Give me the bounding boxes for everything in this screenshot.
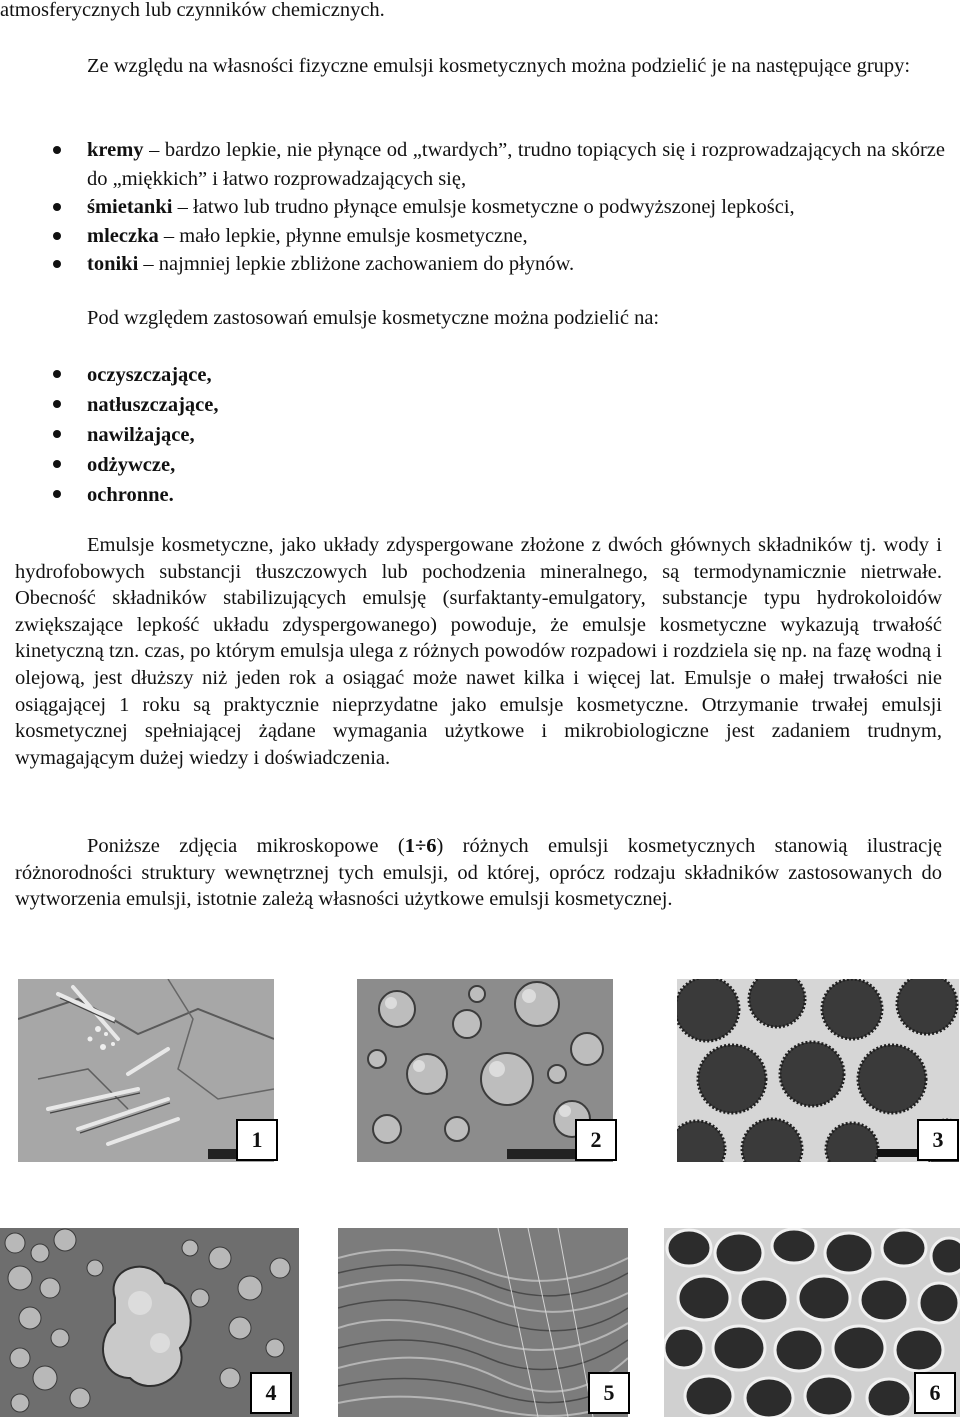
paragraph-photos: Poniższe zdjęcia mikroskopowe (1÷6) różnych emulsji kosmetycznych stanowią ilustrację różnorodności struktury wewnętrznej tych emulsji, od której, oprócz rodzaju składników zastosowanych do wytworzenia emulsji, istotnie zależą własności użytkowe emulsji kosmetycznej. bbox=[15, 835, 942, 911]
list-item: kremy – bardzo lepkie, nie płynące od „twardych”, trudno topiących się i rozprowadzających na skórze do „miękkich” i łatwo rozprowadzających się, bbox=[50, 136, 945, 193]
figure-label-4: 4 bbox=[250, 1372, 292, 1414]
list-item: toniki – najmniej lepkie zbliżone zachowaniem do płynów. bbox=[50, 250, 945, 279]
figure-label-1: 1 bbox=[236, 1119, 278, 1161]
figure-label-3: 3 bbox=[917, 1119, 959, 1161]
figure-label-5: 5 bbox=[588, 1372, 630, 1414]
micrograph-fibrous-icon bbox=[338, 1228, 628, 1417]
figure-label-2: 2 bbox=[575, 1119, 617, 1161]
paragraph-groups-intro: Ze względu na własności fizyczne emulsji kosmetycznych można podzielić je na następujące grupy: bbox=[87, 55, 911, 77]
micrograph-5 bbox=[338, 1228, 628, 1417]
applications-list bbox=[50, 360, 219, 510]
list-item: mleczka – mało lepkie, płynne emulsje kosmetyczne, bbox=[50, 222, 945, 251]
list-item: śmietanki – łatwo lub trudno płynące emulsje kosmetyczne o podwyższonej lepkości, bbox=[50, 193, 945, 222]
list-item: ochronne. bbox=[50, 480, 219, 510]
paragraph-applications-intro: Pod względem zastosowań emulsje kosmetyczne można podzielić na: bbox=[87, 307, 660, 329]
top-text-fragment: atmosferycznych lub czynników chemicznych. bbox=[0, 0, 385, 21]
paragraph-stability: Emulsje kosmetyczne, jako układy zdyspergowane złożone z dwóch głównych składników tj. wody i hydrofobowych substancji tłuszczowych lub pochodzenia mineralnego, są termodynamicznie nietrwałe. Obecność składników stabilizujących emulsję (surfaktanty-emulgatory, substancje typu hydrokoloidów zwiększające lepkość układu zdyspergowanego) powoduje, że emulsje kosmetyczne wykazują trwałość kinetyczną tzn. czas, po którym emulsja ulega z różnych powodów rozpadowi i rozdziela się np. na fazę wodną i olejową, jest dłuższy niż jeden rok a osiągać może nawet kilka i więcej lat. Emulsje o małej trwałości nie osiągającej 1 roku są praktycznie nieprzydatne jako emulsje kosmetyczne. Otrzymanie trwałej emulsji kosmetycznej spełniającej żądane wymagania użytkowe i mikrobiologiczne jest zadaniem trudnym, wymagającym dużej wiedzy i doświadczenia. bbox=[15, 534, 942, 769]
groups-list bbox=[50, 136, 945, 279]
list-item: oczyszczające, bbox=[50, 360, 219, 390]
list-item: odżywcze, bbox=[50, 450, 219, 480]
list-item: nawilżające, bbox=[50, 420, 219, 450]
list-item: natłuszczające, bbox=[50, 390, 219, 420]
figure-label-6: 6 bbox=[914, 1372, 956, 1414]
